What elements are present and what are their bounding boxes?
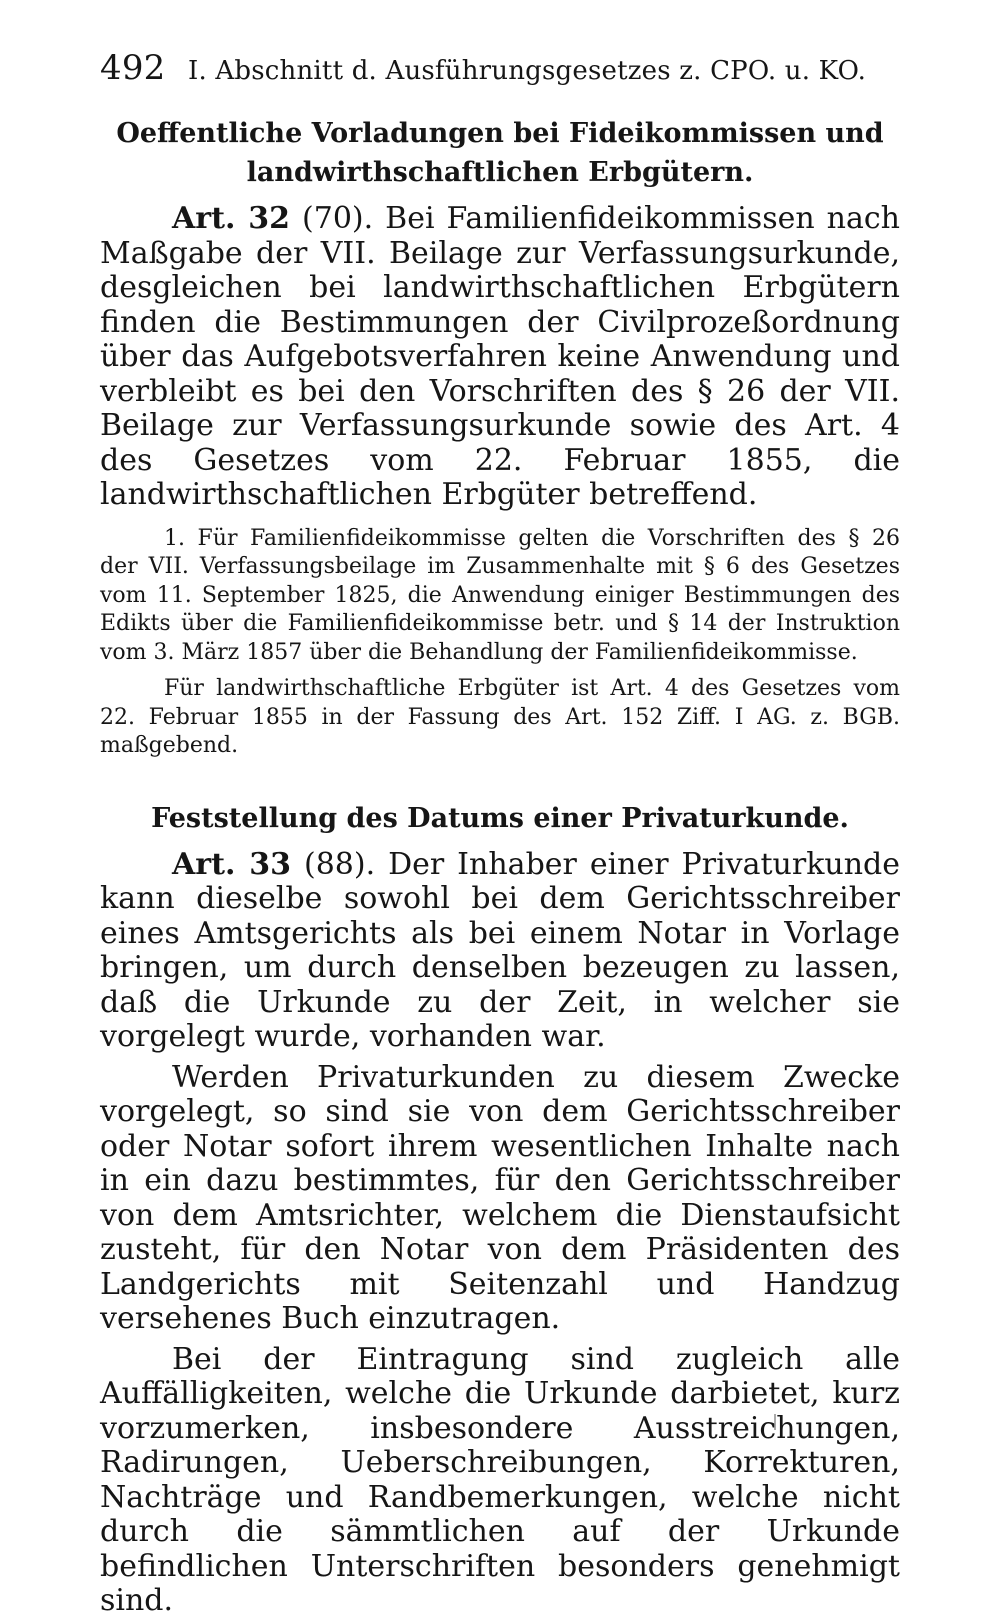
article-33-label: Art. 33 [172,846,292,882]
article-32-text: Bei Familienfideikommissen nach Maßgabe der VII. Beilage zur Verfassungsurkunde, desgleichen bei landwirthschaftlichen Erbgütern finden die Bestimmungen der Civilprozeßordnung über das Aufgebotsverfahren keine Anwendung und verbleibt es bei den Vorschriften des § 26 der VII. Beilage zur Verfassungsurkunde sowie des Art. 4 des Gesetzes vom 22. Februar 1855, die landwirthschaftlichen Erbgüter betreffend. [100,201,900,512]
article-32-label: Art. 32 [172,201,291,236]
article-33-paragraph-1 [100,848,900,1055]
section-heading-private-document-date: Feststellung des Datums einer Privaturkunde. [151,802,849,834]
article-32-notes [100,525,900,761]
running-header [100,48,900,100]
article-33-reference: (88). [303,846,376,882]
book-page [100,48,901,1618]
article-32-note-2: Für landwirthschaftliche Erbgüter ist Art. 4 des Gesetzes vom 22. Februar 1855 in der Fassung des Art. 152 Ziff. I AG. z. BGB. maßgebend. [100,676,900,758]
article-33-paragraph-2: Werden Privaturkunden zu diesem Zwecke vorgelegt, so sind sie von dem Gerichtsschreiber oder Notar sofort ihrem wesentlichen Inhalte nach in ein dazu bestimmtes, für den Gerichtsschreiber von dem Amtsrichter, welchem die Dienstaufsicht zusteht, für den Notar von dem Präsidenten des Landgerichts mit Seitenzahl und Handzug versehenes Buch einzutragen. [100,1059,900,1336]
article-32-reference: (70). [302,201,374,236]
article-32-paragraph [100,202,900,513]
scan-mark [774,1414,780,1430]
article-32-note-1: 1. Für Familienfideikommisse gelten die Vorschriften des § 26 der VII. Verfassungsbeilage im Zusammenhalte mit § 6 des Gesetzes vom 11. September 1825, die Anwendung einiger Bestimmungen des Edikts über die Familienfideikommisse betr. und § 14 der Instruktion vom 3. März 1857 über die Behandlung der Familienfideikommisse. [100,525,900,665]
article-33-text-1: Der Inhaber einer Privaturkunde kann dieselbe sowohl bei dem Gerichtsschreiber eines Amtsgerichts als bei einem Notar in Vorlage bringen, um durch denselben bezeugen zu lassen, daß die Urkunde zu der Zeit, in welcher sie vorgelegt wurde, vorhanden war. [100,846,901,1054]
article-33-paragraph-3: Bei der Eintragung sind zugleich alle Auffälligkeiten, welche die Urkunde darbietet, kurz vorzumerken, insbesondere Ausstreichungen, Radirungen, Ueberschreibungen, Korrekturen, Nachträge und Randbemerkungen, welche nicht durch die sämmtlichen auf der Urkunde befindlichen Unterschriften besonders genehmigt sind. [100,1341,900,1618]
page-number: 492 [100,48,166,88]
section-heading-public-summons: Oeffentliche Vorladungen bei Fideikommissen und landwirthschaftlichen Erbgütern. [116,118,884,188]
running-header-title: I. Abschnitt d. Ausführungsgesetzes z. CPO. u. KO. [188,56,867,86]
